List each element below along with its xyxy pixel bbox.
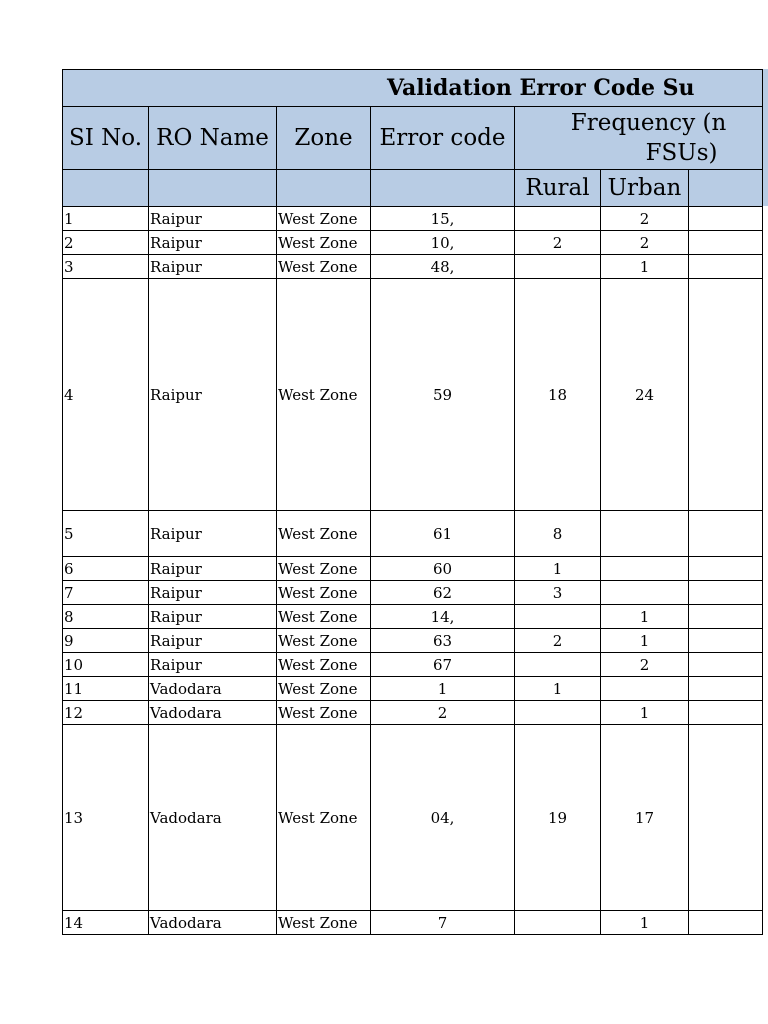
cell-ro-name: Raipur <box>149 629 277 653</box>
header-row <box>63 107 763 170</box>
table-row <box>63 653 763 677</box>
header-ro-name: RO Name <box>149 107 277 170</box>
cell-ro-name: Vadodara <box>149 911 277 935</box>
table-row <box>63 207 763 231</box>
cell-rural <box>515 701 601 725</box>
table-row <box>63 581 763 605</box>
cell-urban: 24 <box>601 279 689 511</box>
cell-error-code: 59 <box>371 279 515 511</box>
cell-sl-no: 6 <box>63 557 149 581</box>
cell-sl-no: 10 <box>63 653 149 677</box>
header-frequency <box>515 107 763 170</box>
cell-zone: West Zone <box>277 255 371 279</box>
cell-blank <box>689 653 763 677</box>
cell-urban: 1 <box>601 629 689 653</box>
cell-error-code: 7 <box>371 911 515 935</box>
cell-error-code: 48, <box>371 255 515 279</box>
cell-error-code: 2 <box>371 701 515 725</box>
cell-rural <box>515 605 601 629</box>
header-frequency-line2: FSUs) <box>645 140 718 166</box>
cell-blank <box>689 231 763 255</box>
cell-sl-no: 5 <box>63 511 149 557</box>
cell-ro-name: Vadodara <box>149 725 277 911</box>
subheader-row <box>63 170 763 207</box>
cell-sl-no: 2 <box>63 231 149 255</box>
table-row <box>63 605 763 629</box>
cell-sl-no: 1 <box>63 207 149 231</box>
subheader-blank <box>689 170 763 207</box>
table-row <box>63 511 763 557</box>
cell-blank <box>689 581 763 605</box>
cell-blank <box>689 677 763 701</box>
cell-zone: West Zone <box>277 231 371 255</box>
cell-rural: 1 <box>515 677 601 701</box>
cell-ro-name: Raipur <box>149 653 277 677</box>
cell-ro-name: Raipur <box>149 581 277 605</box>
header-error-code: Error code <box>371 107 515 170</box>
cell-urban: 2 <box>601 231 689 255</box>
cell-sl-no: 12 <box>63 701 149 725</box>
cell-zone: West Zone <box>277 653 371 677</box>
cell-zone: West Zone <box>277 677 371 701</box>
cell-error-code: 63 <box>371 629 515 653</box>
cell-urban <box>601 557 689 581</box>
cell-blank <box>689 701 763 725</box>
cell-urban: 1 <box>601 605 689 629</box>
cell-zone: West Zone <box>277 911 371 935</box>
cell-urban: 1 <box>601 255 689 279</box>
table-row <box>63 629 763 653</box>
cell-ro-name: Vadodara <box>149 677 277 701</box>
table-row <box>63 725 763 911</box>
cell-ro-name: Raipur <box>149 511 277 557</box>
cell-urban: 2 <box>601 207 689 231</box>
cell-ro-name: Raipur <box>149 605 277 629</box>
cell-ro-name: Raipur <box>149 557 277 581</box>
cell-rural <box>515 255 601 279</box>
cell-error-code: 04, <box>371 725 515 911</box>
header-sl-no: SI No. <box>63 107 149 170</box>
header-zone: Zone <box>277 107 371 170</box>
cell-zone: West Zone <box>277 557 371 581</box>
cell-error-code: 14, <box>371 605 515 629</box>
cell-blank <box>689 255 763 279</box>
cell-rural: 2 <box>515 231 601 255</box>
cell-rural <box>515 207 601 231</box>
cell-urban: 1 <box>601 911 689 935</box>
cell-sl-no: 4 <box>63 279 149 511</box>
cell-sl-no: 8 <box>63 605 149 629</box>
subheader-blank <box>149 170 277 207</box>
subheader-blank <box>277 170 371 207</box>
header-rural: Rural <box>515 170 601 207</box>
cell-rural: 2 <box>515 629 601 653</box>
cell-error-code: 61 <box>371 511 515 557</box>
subheader-blank <box>63 170 149 207</box>
cell-error-code: 15, <box>371 207 515 231</box>
table-row <box>63 677 763 701</box>
cell-ro-name: Vadodara <box>149 701 277 725</box>
cell-error-code: 62 <box>371 581 515 605</box>
cell-urban <box>601 677 689 701</box>
cell-blank <box>689 557 763 581</box>
subheader-blank <box>371 170 515 207</box>
table-row <box>63 911 763 935</box>
cell-blank <box>689 629 763 653</box>
table-row <box>63 701 763 725</box>
cell-zone: West Zone <box>277 279 371 511</box>
cell-ro-name: Raipur <box>149 255 277 279</box>
cell-rural: 18 <box>515 279 601 511</box>
table-row <box>63 557 763 581</box>
cell-urban <box>601 581 689 605</box>
cell-ro-name: Raipur <box>149 231 277 255</box>
spreadsheet <box>62 69 727 935</box>
cell-rural: 19 <box>515 725 601 911</box>
cell-rural: 8 <box>515 511 601 557</box>
cell-urban: 2 <box>601 653 689 677</box>
table-row <box>63 279 763 511</box>
cell-sl-no: 13 <box>63 725 149 911</box>
header-frequency-line1: Frequency (n <box>570 110 727 136</box>
cell-error-code: 1 <box>371 677 515 701</box>
header-urban: Urban <box>601 170 689 207</box>
cell-sl-no: 14 <box>63 911 149 935</box>
cell-sl-no: 7 <box>63 581 149 605</box>
cell-ro-name: Raipur <box>149 207 277 231</box>
cell-rural <box>515 653 601 677</box>
cell-zone: West Zone <box>277 511 371 557</box>
cell-zone: West Zone <box>277 725 371 911</box>
table-row <box>63 255 763 279</box>
cell-urban: 17 <box>601 725 689 911</box>
cell-sl-no: 9 <box>63 629 149 653</box>
cell-blank <box>689 511 763 557</box>
cell-sl-no: 3 <box>63 255 149 279</box>
cell-blank <box>689 725 763 911</box>
cell-rural <box>515 911 601 935</box>
cell-error-code: 10, <box>371 231 515 255</box>
cell-blank <box>689 605 763 629</box>
title-row <box>63 70 763 107</box>
cell-error-code: 60 <box>371 557 515 581</box>
cell-zone: West Zone <box>277 207 371 231</box>
cell-blank <box>689 207 763 231</box>
cell-blank <box>689 279 763 511</box>
table-row <box>63 231 763 255</box>
cell-zone: West Zone <box>277 605 371 629</box>
cell-error-code: 67 <box>371 653 515 677</box>
cell-urban <box>601 511 689 557</box>
cell-urban: 1 <box>601 701 689 725</box>
cell-rural: 1 <box>515 557 601 581</box>
cell-zone: West Zone <box>277 581 371 605</box>
table-title: Validation Error Code Su <box>63 70 763 107</box>
cell-sl-no: 11 <box>63 677 149 701</box>
cell-zone: West Zone <box>277 629 371 653</box>
cell-zone: West Zone <box>277 701 371 725</box>
validation-error-table <box>62 69 763 935</box>
cell-rural: 3 <box>515 581 601 605</box>
cell-blank <box>689 911 763 935</box>
cell-ro-name: Raipur <box>149 279 277 511</box>
